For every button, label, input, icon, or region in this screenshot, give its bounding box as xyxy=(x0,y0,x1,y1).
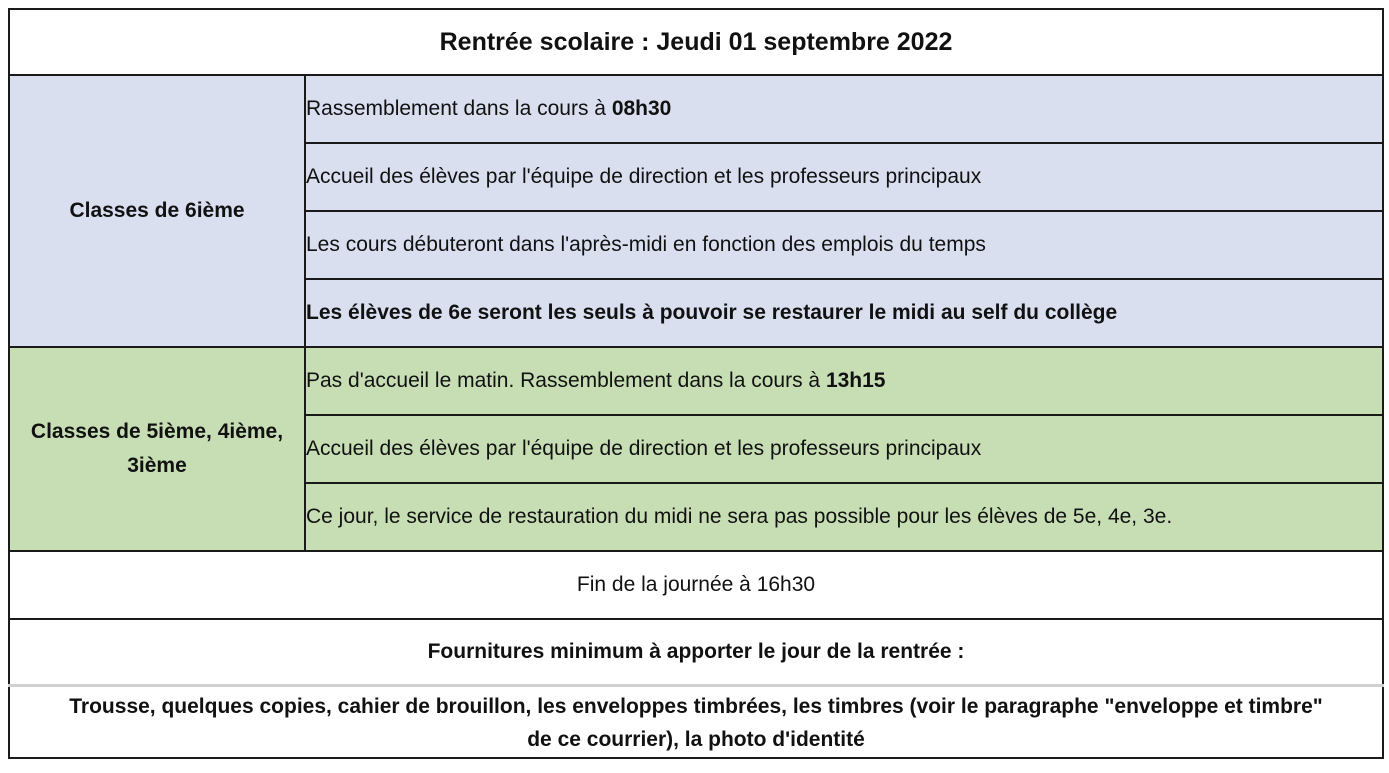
group-5e-4e-3e-row xyxy=(9,347,1383,415)
supplies-heading-row xyxy=(9,619,1383,686)
supplies-body-cell[interactable] xyxy=(9,686,1383,759)
item-text: Pas d'accueil le matin. Rassemblement dans la cours à xyxy=(306,369,826,392)
item-time: 13h15 xyxy=(825,369,886,392)
group-6e-row xyxy=(9,75,1383,143)
title-cell[interactable]: Rentrée scolaire : Jeudi 01 septembre 2022 xyxy=(9,9,1383,75)
group-6e-item-2[interactable]: Accueil des élèves par l'équipe de direction et les professeurs principaux xyxy=(305,143,1383,211)
supplies-body-row xyxy=(9,686,1383,759)
supplies-line-2: de ce courrier), la photo d'identité xyxy=(527,728,865,751)
label-line-2: 3ième xyxy=(127,454,187,477)
title-row xyxy=(9,9,1383,75)
group-6e-item-4[interactable]: Les élèves de 6e seront les seuls à pouvoir se restaurer le midi au self du collège xyxy=(305,279,1383,347)
group-6e-item-3[interactable]: Les cours débuteront dans l'après-midi en fonction des emplois du temps xyxy=(305,211,1383,279)
schedule-table xyxy=(8,8,1384,759)
end-of-day-row xyxy=(9,551,1383,619)
item-time: 08h30 xyxy=(611,97,672,120)
end-of-day-cell[interactable]: Fin de la journée à 16h30 xyxy=(9,551,1383,619)
supplies-heading-cell[interactable]: Fournitures minimum à apporter le jour de la rentrée : xyxy=(9,619,1383,686)
group-5e-item-1[interactable] xyxy=(305,347,1383,415)
item-text: Rassemblement dans la cours à xyxy=(306,97,612,120)
group-5e-item-2[interactable]: Accueil des élèves par l'équipe de direction et les professeurs principaux xyxy=(305,415,1383,483)
label-line-1: Classes de 5ième, 4ième, xyxy=(30,420,284,443)
group-5e-item-3[interactable]: Ce jour, le service de restauration du midi ne sera pas possible pour les élèves de 5e, 4e, 3e. xyxy=(305,483,1383,551)
group-6e-item-1[interactable] xyxy=(305,75,1383,143)
supplies-line-1: Trousse, quelques copies, cahier de brouillon, les enveloppes timbrées, les timbres (voir le paragraphe "enveloppe et timbre" xyxy=(69,695,1323,718)
group-6e-label[interactable]: Classes de 6ième xyxy=(9,75,305,347)
group-5e-4e-3e-label[interactable] xyxy=(9,347,305,551)
